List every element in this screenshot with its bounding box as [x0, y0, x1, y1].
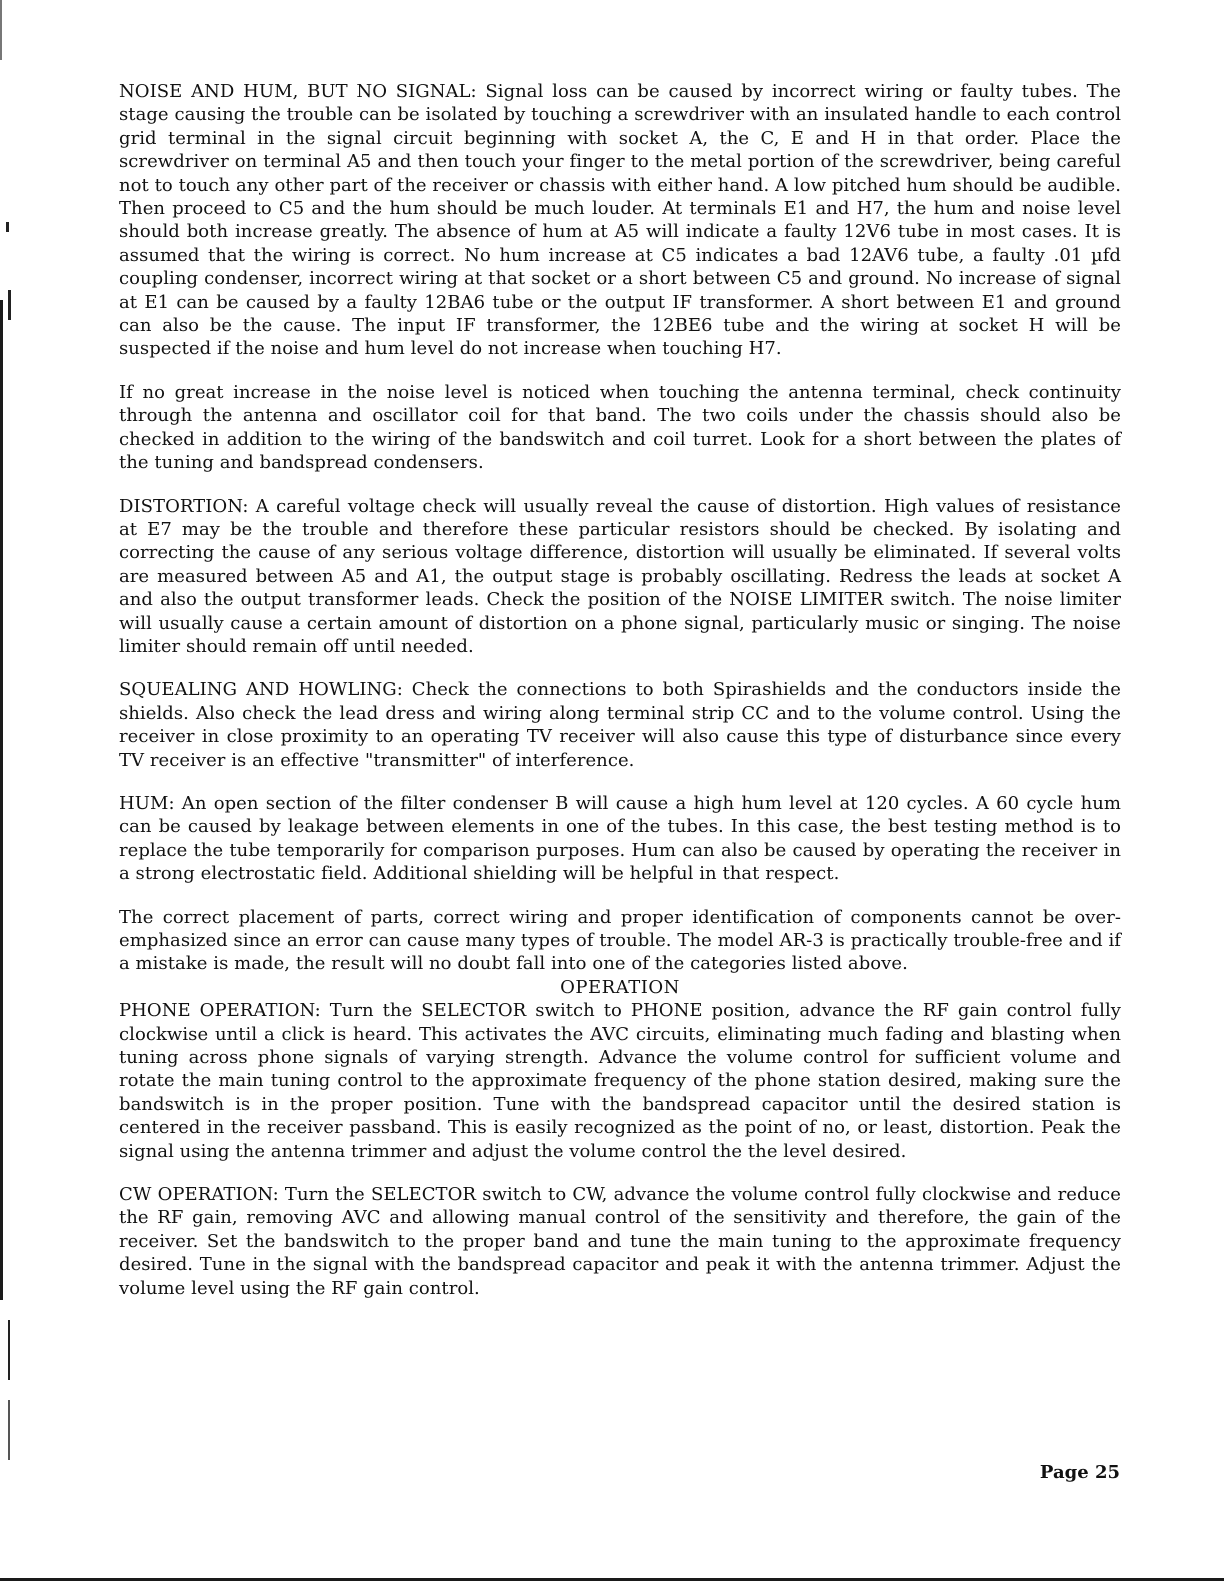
paragraph-phone-operation: PHONE OPERATION: Turn the SELECTOR switch to PHONE position, advance the RF gain control fully clockwise until a click is heard. This activates the AVC circuits, eliminating much fading and blasting when tuning across phone signals of varying strength. Advance the volume control for sufficient volume and rotate the main tuning control to the approximate frequency of the phone station desired, making sure the bandswitch is in the proper position. Tune with the bandspread capacitor until the desired station is centered in the receiver passband. This is easily recognized as the point of no, or least, distortion. Peak the signal using the antenna trimmer and adjust the volume control the the level desired.	[119, 1000, 1121, 1162]
scan-edge-mark	[6, 222, 9, 232]
body-text	[119, 80, 1121, 1300]
paragraph-squealing: SQUEALING AND HOWLING: Check the connections to both Spirashields and the conductors inside the shields. Also check the lead dress and wiring along terminal strip CC and to the volume control. Using the receiver in close proximity to an operating TV receiver will also cause this type of disturbance since every TV receiver is an effective "transmitter" of interference.	[119, 679, 1121, 771]
paragraph-cw-operation: CW OPERATION: Turn the SELECTOR switch to CW, advance the volume control fully clockwise and reduce the RF gain, removing AVC and allowing manual control of the sensitivity and therefore, the gain of the receiver. Set the bandswitch to the proper band and tune the main tuning to the approximate frequency desired. Tune in the signal with the bandspread capacitor and peak it with the antenna trimmer. Adjust the volume level using the RF gain control.	[119, 1184, 1121, 1299]
page-number: Page 25	[1039, 1462, 1120, 1483]
scan-edge-mark	[0, 300, 3, 1300]
scan-edge-mark	[8, 1400, 10, 1460]
paragraph-correct-placement: The correct placement of parts, correct wiring and proper identification of components cannot be over-emphasized since an error can cause many types of trouble. The model AR-3 is practically trouble-free and if a mistake is made, the result will no doubt fall into one of the categories listed above.	[119, 906, 1121, 975]
paragraph-noise-and-hum: NOISE AND HUM, BUT NO SIGNAL: Signal loss can be caused by incorrect wiring or faulty tubes. The stage causing the trouble can be isolated by touching a screwdriver with an insulated handle to each control grid terminal in the signal circuit beginning with socket A, the C, E and H in that order. Place the screwdriver on terminal A5 and then touch your finger to the metal portion of the screwdriver, being careful not to touch any other part of the receiver or chassis with either hand. A low pitched hum should be audible. Then proceed to C5 and the hum should be much louder. At terminals E1 and H7, the hum and noise level should both increase greatly. The absence of hum at A5 will indicate a faulty 12V6 tube in most cases. It is assumed that the wiring is correct. No hum increase at C5 indicates a bad 12AV6 tube, a faulty .01 µfd coupling condenser, incorrect wiring at that socket or a short between C5 and ground. No increase of signal at E1 can be caused by a faulty 12BA6 tube or the output IF transformer. A short between E1 and ground can also be the cause. The input IF transformer, the 12BE6 tube and the wiring at socket H will be suspected if the noise and hum level do not increase when touching H7.	[119, 81, 1121, 360]
paragraph-noise-level: If no great increase in the noise level is noticed when touching the antenna terminal, check continuity through the antenna and oscillator coil for that band. The two coils under the chassis should also be checked in addition to the wiring of the bandswitch and coil turret. Look for a short between the plates of the tuning and bandspread condensers.	[119, 381, 1121, 474]
scan-edge-mark	[8, 1320, 10, 1380]
operation-heading: OPERATION	[560, 976, 680, 998]
scan-edge-mark	[8, 290, 11, 320]
paragraph-distortion: DISTORTION: A careful voltage check will usually reveal the cause of distortion. High values of resistance at E7 may be the trouble and therefore these particular resistors should be checked. By isolating and correcting the cause of any serious voltage difference, distortion will usually be eliminated. If several volts are measured between A5 and A1, the output stage is probably oscillating. Redress the leads at socket A and also the output transformer leads. Check the position of the NOISE LIMITER switch. The noise limiter will usually cause a certain amount of distortion on a phone signal, particularly music or singing. The noise limiter should remain off until needed.	[119, 495, 1121, 657]
paragraph-hum: HUM: An open section of the filter condenser B will cause a high hum level at 120 cycles. A 60 cycle hum can be caused by leakage between elements in one of the tubes. In this case, the best testing method is to replace the tube temporarily for comparison purposes. Hum can also be caused by operating the receiver in a strong electrostatic field. Additional shielding will be helpful in that respect.	[119, 792, 1121, 885]
scan-edge-mark	[0, 0, 2, 60]
scan-bottom-edge	[0, 1578, 1224, 1581]
